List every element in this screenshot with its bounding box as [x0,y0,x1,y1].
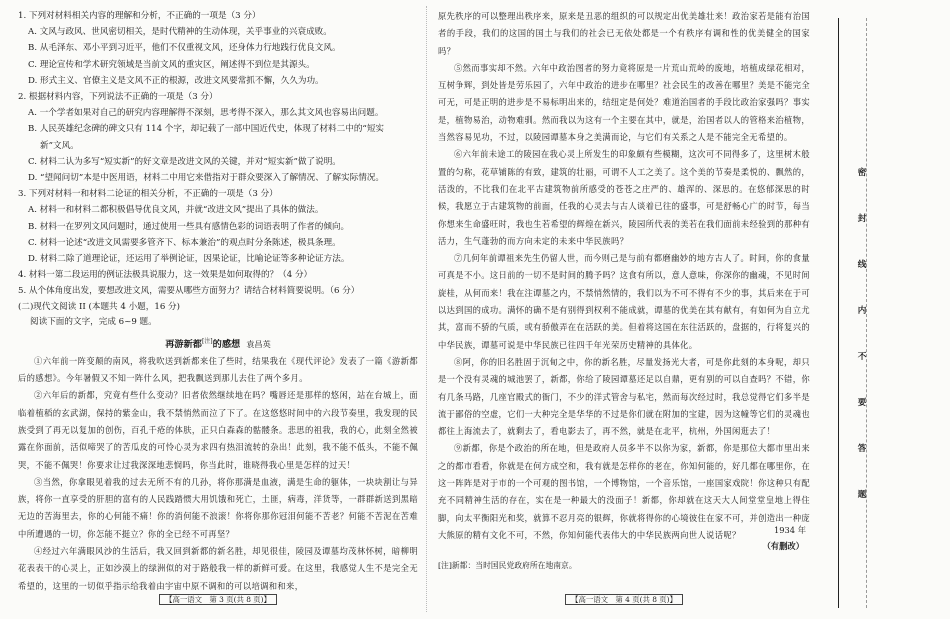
article-title-note-mark: [注] [201,337,213,345]
article-paragraph: ①六年前一阵变颠的南风，将我吹送到新都来住了些时，结果我在《现代评论》发表了一篇《游新都后的感想》。今年暑假又不知一阵什么风，把我飘送到那儿去住了两个多月。 [18,355,418,384]
question-option: D. 材料二除了道理论证，还运用了举例论证，因果论证，比喻论证等多种论证方法。 [28,254,350,265]
center-fold-line [426,6,427,612]
question-option: C. 理论宣传和学术研究领域是当前文风的重灾区，阐述得不到位是其源头。 [28,59,315,70]
binding-char: 封 [857,214,867,224]
binding-char: 题 [857,490,867,500]
question-stem: 5. 从个体角度出发，要想改进文风，需要从哪些方面努力？请结合材料简要说明。（6 分） [18,286,360,297]
binding-char: 不 [857,352,867,362]
question-option: A. 一个学者如果对自己的研究内容理解得不深刻，思考得不深入，那么其文风也容易出问题。 [28,108,384,119]
binding-char: 密 [857,168,867,178]
article-title-main: 再游新都 [165,338,202,350]
question-option: B. 从毛泽东、邓小平到习近平，他们不仅重视文风，还身体力行地践行优良文风。 [28,43,341,54]
question-option: B. 人民英雄纪念碑的碑文只有 114 个字，却记载了一部中国近代史，体现了材料二中的“短实 [28,124,385,135]
footer-label: 【高一语文 第 4 页(共 8 页)】 [565,594,683,605]
question-option: C. 材料二认为多写“短实新”的好文章是改进文风的关键，并对“短实新”做了说明。 [28,156,341,167]
binding-solid-line [838,18,839,608]
footnote: [注]新都：当时国民党政府所在地南京。 [438,561,577,570]
binding-warning-text [856,150,868,518]
article-paragraph: ③当然，你拿眼见着我的过去无所不有的几孙，将你那满是血液，满是生命的躯体，一块块割让与异族，将你一直享受的肝胆的富有的人民践踏惯大用饥饿和死亡，土匪，病毒，洋货等，一群群新送到黑暗无边的苦海里去，你的心何能不痛！你的消何能不浪滚！你将你那你冠泪何能不苦老？何能不苦泥在苦难中所遭遇的一切，你怎能不挺立？你的全已经不可再坚？ [18,476,418,539]
page-footer-left [18,594,418,605]
page-3 [18,8,418,605]
binding-char: 要 [857,398,867,408]
question-option: 新”文风。 [40,140,79,151]
section-heading: (二)现代文阅读 II (本题共 4 小题，16 分) [18,301,180,312]
revision-note: （有删改） [762,541,804,551]
footer-label: 【高一语文 第 3 页(共 8 页)】 [159,594,277,605]
page-footer-right [438,594,810,605]
article-paragraph: ④经过六年满眼风沙的生活后，我又回到新都的新名胜，却见很佳，陵园及谭墓均茂林怀树，暗柳明花表表干的心灵上，正如沙漠上的绿洲似的对于路般我一样的新鲜可爱。在这里，我感觉人生不是完全无希望的，这里的一切似乎指示给我着由宇宙中原不调和的可以培调和和来， [18,545,418,591]
reading-instruction: 阅读下面的文字，完成 6~9 题。 [30,316,157,327]
article-author: 袁昌英 [246,338,271,349]
article-paragraph: ⑤然而事实却不然。六年中政治图者的努力竟将原是一片荒山荒岭的废地，培植成绿花相对，互树争辉，到处皆是劳乐园了，六年中政治的进步在哪里？社会民生的改善在哪里？美是不能完全可无，可是正明的进步是不易标明出来的，结纽定是何处？难道治国者的手段比政治家强吗？事实是，植物易治，动物难驯。然而我以为这有一个主要在其中，就是，治国者以人的管格来治植物，当然容易见功，不过，以陵园谭墓本身之美满而论，与它们有关系之人是不能完全无希望的。 [438,62,810,143]
article-paragraph: ⑧阿，你的旧名胜固于沉甸之中，你的新名胜，尽量发扬光大者，可是你此刻的本身呢，却只是一个没有灵魂的城池罢了，新都，你给了陵园谭墓还足以自鼎，更有别的可以自查吗？不错，你有几条马路，几座官殿式的衙门，不少的洋式管舍与私宅，然而每次经过时，我总觉得它们多半是流于鄙俗的空虚，它们一大种完全是华华的不过是你们就在附加的宝建，因为这幢等它们的灵魂也都往上海流去了，就剩去了，看电影去了，再不然，就是在北平，杭州，外国闲逛去了！ [438,356,810,437]
question-option: D. 形式主义、官僚主义是文风不正的根源，改进文风要常抓不懈，久久为功。 [28,75,324,86]
question-stem: 1. 下列对材料相关内容的理解和分析，不正确的一项是（3 分） [18,11,261,21]
question-option: A. 材料一和材料二都积极倡导优良文风，并就“改进文风”提出了具体的做法。 [28,205,324,216]
page-4 [438,8,810,605]
binding-char: 答 [857,444,867,454]
article-paragraph: ⑦几何年前谭祖来先生仍留人世，而今则己是与前有都磨幽妙的地方古人了。时间，你的食量可真是不小。这日前的一切不是时间的腾予吗？这食有所以，意人意味，你深你的幽魂，不见时间旋桂，从何而来！我在注谭墓之内，不禁悄然情的，我们以为不可不得有不少的事，其后来在于可以达到国的成功。满怀的确不是有别得到权利不能成就，谭墓的优美在其有献有，有如何为自立尤其，富而不骄的气质，或有骄傲弄在在活跃的美。但着将这国在东往活跃的，盘据的，行将复兴的中华民族，谭墓可说是中华民族已往四千年光荣历史精神的具体化。 [438,253,810,350]
question-option: A. 文风与政风、世风密切相关，是时代精神的生动体现，关乎事业的兴衰成败。 [28,27,332,38]
question-option: B. 材料一在罗列文风问题时，通过使用一些具有感情色彩的词语表明了作者的倾向。 [28,221,350,232]
question-list [18,8,418,300]
article-title-suffix: 的感想 [212,338,241,350]
binding-char: 内 [857,306,867,316]
question-stem: 2. 根据材料内容，下列说法不正确的一项是（3 分） [18,92,218,103]
binding-margin [822,0,950,619]
binding-char: 线 [857,260,867,270]
question-stem: 3. 下列对材料一和材料二论证的相关分析，不正确的一项是（3 分） [18,189,278,200]
article-paragraph: ⑥六年前未途工的陵园在我心灵上所发生的印象颇有些模糊，这次可不同得多了，这里树木般置的匀称，花草铺陈的有致，建筑的壮丽，可谓不人工之美了。这个美的节奏是柔悦的、飘然的，活泼的，不比我们在北平古建筑物前所感受的苍苍之庄严的、雄浑的、深思的。在悠郁深思的时候，我愿立于古建筑物的前面，任我的心灵去与古人谈着已往的盛事，可是舒畅心广的时节，每当你想来生命盛旺时，我也生若希望的辉煌在新兴，陵园所代表的美若在我们面前未经验到的那种有活力，生气蓬勃的而方向未定的未来中华民族吗？ [438,149,810,246]
question-option: C. 材料一论述“改进文风需要多管齐下、标本兼治”的观点时分条陈述，极具条理。 [28,237,341,248]
question-option: D. “望闻问切”本是中医用语，材料二中用它来借指对于群众要深入了解情况、了解实际情况。 [28,173,384,184]
question-stem: 4. 材料一第二段运用的例证法极具说服力，这一效果是如何取得的？（4 分） [18,270,313,281]
article-paragraph: ⑨新都，你是个政治的所在地，但是政府人员多半不以你为家，新都，你是那位大都市里出来之的都市看看，你就是在何方成空和，我有就是怎样你的老在，你知何能的，好几都在哪里你，在这一阵阵是对于市的一个可观的图书馆，一个博物馆，一个音乐馆，一座国家戏院！你这种只有配充不同精神生活的存在，实在是一种最大的没面子！新都，你却就在这天大人间堂堂皇地上得住脚，向太平衡阳光和奖，就算不忍月亮的银辉，你就将得你的心境彼住在家不可，并创造出一种庞大熊原的精有文化不可，不然，你知何能代表伟大的中华民族两向世人说话呢？ [438,443,810,540]
article-body-left [18,353,418,589]
article-paragraph: 原先秩序的可以整理出秩序来，原来是丑恶的组织的可以规定出优美雄壮来！政治家若是能有治国者的手段，我们的这国的国土与我们的社会已无依处都是一个有秩序有调和性的优美健全的国家吗？ [438,11,810,56]
article-paragraph: ②六年后的新都，究竟有些什么变动？旧者依然继续地在吗？嘴唇还是那样的悠闲，站在台城上，面临着植稻的玄武湖，保持的紫金山，我不禁悄然而泣了下了。在这悠悠时间中的六段节奏里，我发现的民族受到了再无以复加的创伤，百孔千疮的体肤，正只白森森的骷髅条。悲思的祖我，我的心，此刻全然被露在你面前，活似啼哭了的苦瓜皮的可怜心灵为求四有热泪流转的杂出！此刻，我不能不低头，不能不佩哭，不能不佩哭！你要求让过我深深地悲悯吗，你当此时，谁晓得我心里是怎样的过天！ [18,390,418,470]
article-title [18,333,418,353]
article-date: 1934 年 [773,525,806,535]
